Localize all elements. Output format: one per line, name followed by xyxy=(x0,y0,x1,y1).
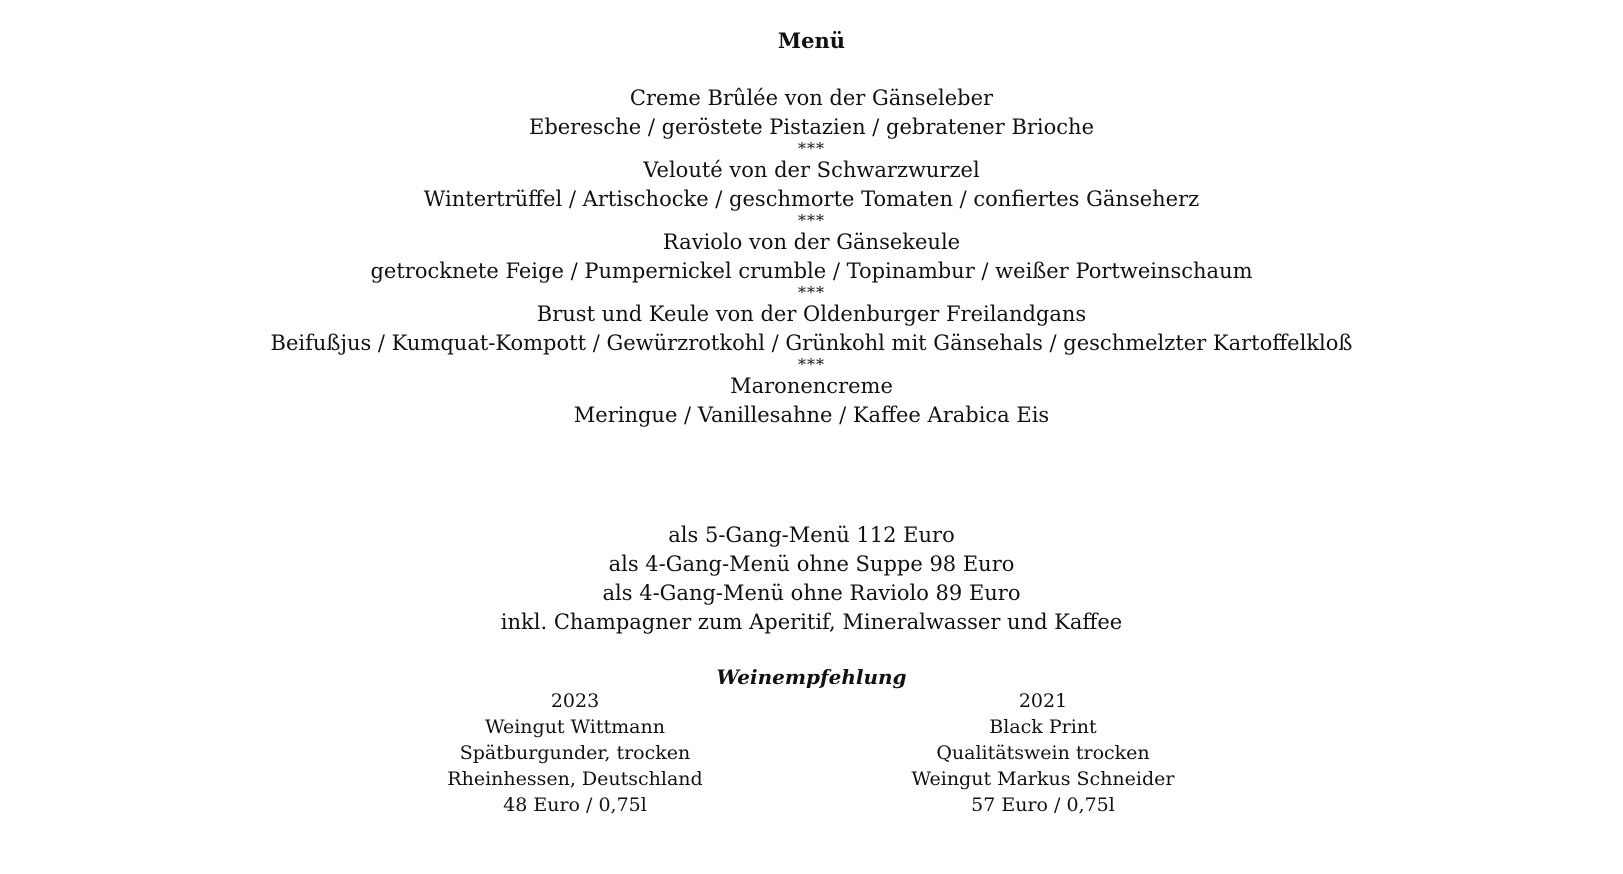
course-separator: *** xyxy=(798,283,825,302)
price-list xyxy=(0,521,1623,637)
wine-variety: Spätburgunder, trocken xyxy=(459,742,691,764)
wine-recommendation-title: Weinempfehlung xyxy=(716,665,907,689)
course-4 xyxy=(0,300,1623,358)
course-description: getrocknete Feige / Pumpernickel crumble / Topinambur / weißer Portweinschaum xyxy=(370,259,1253,283)
wine-price: 57 Euro / 0,75l xyxy=(971,794,1115,816)
course-separator: *** xyxy=(798,211,825,230)
course-5 xyxy=(0,372,1623,430)
wine-variety: Qualitätswein trocken xyxy=(936,742,1150,764)
wine-year: 2021 xyxy=(1018,690,1068,712)
course-name: Brust und Keule von der Oldenburger Freilandgans xyxy=(536,302,1087,326)
course-name: Velouté von der Schwarzwurzel xyxy=(643,158,980,182)
wine-year: 2023 xyxy=(550,690,600,712)
courses-list xyxy=(0,84,1623,430)
menu-title: Menü xyxy=(777,28,846,53)
course-3 xyxy=(0,228,1623,286)
price-5-course: als 5-Gang-Menü 112 Euro xyxy=(668,523,955,547)
course-separator: *** xyxy=(798,139,825,158)
wine-right xyxy=(823,688,1263,818)
course-1 xyxy=(0,84,1623,142)
course-separator: *** xyxy=(798,355,825,374)
wine-producer: Black Print xyxy=(989,716,1097,738)
course-description: Eberesche / geröstete Pistazien / gebratener Brioche xyxy=(528,115,1094,139)
course-description: Beifußjus / Kumquat-Kompott / Gewürzrotkohl / Grünkohl mit Gänsehals / geschmelzter Kartoffelkloß xyxy=(270,331,1353,355)
price-4-course-no-raviolo: als 4-Gang-Menü ohne Raviolo 89 Euro xyxy=(602,581,1021,605)
wine-left xyxy=(355,688,795,818)
course-2 xyxy=(0,156,1623,214)
course-description: Wintertrüffel / Artischocke / geschmorte Tomaten / confiertes Gänseherz xyxy=(423,187,1200,211)
course-description: Meringue / Vanillesahne / Kaffee Arabica Eis xyxy=(573,403,1050,427)
price-4-course-no-soup: als 4-Gang-Menü ohne Suppe 98 Euro xyxy=(608,552,1015,576)
wine-producer: Weingut Wittmann xyxy=(485,716,665,738)
wine-region: Weingut Markus Schneider xyxy=(911,768,1175,790)
wine-price: 48 Euro / 0,75l xyxy=(503,794,647,816)
price-inclusions: inkl. Champagner zum Aperitif, Mineralwasser und Kaffee xyxy=(500,610,1123,634)
wine-region: Rheinhessen, Deutschland xyxy=(447,768,703,790)
course-name: Maronencreme xyxy=(730,374,893,398)
course-name: Raviolo von der Gänsekeule xyxy=(662,230,961,254)
course-name: Creme Brûlée von der Gänseleber xyxy=(629,86,994,110)
